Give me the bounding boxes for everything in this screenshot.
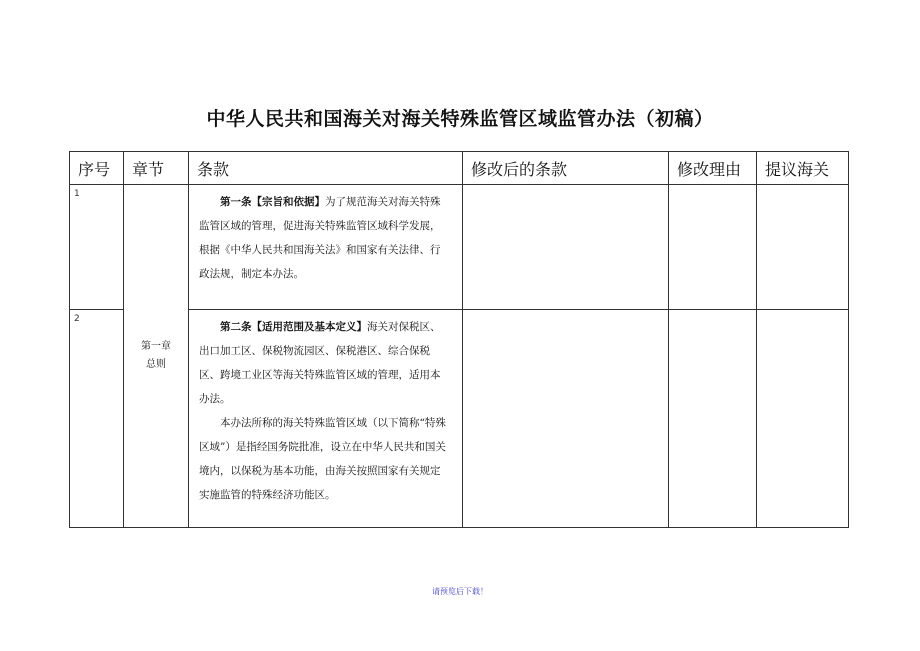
header-clause: 条款 (189, 152, 463, 185)
article-text: 为了规范海关对海关特殊监管区域的管理，促进海关特殊监管区域科学发展，根据《中华人民共和国海关法》和国家有关法律、行政法规，制定本办法。 (199, 196, 441, 280)
row-number: 2 (70, 310, 124, 528)
footer-note: 请预览后下载！ (432, 587, 488, 596)
reason-cell[interactable] (669, 185, 757, 310)
revised-clause-cell[interactable] (463, 185, 669, 310)
table-row (70, 185, 849, 310)
document-title: 中华人民共和国海关对海关特殊监管区域监管办法（初稿） (206, 108, 714, 130)
clause-cell (189, 310, 463, 528)
clause-cell (189, 185, 463, 310)
header-reason: 修改理由 (669, 152, 757, 185)
header-chapter: 章节 (124, 152, 189, 185)
revised-clause-cell[interactable] (463, 310, 669, 528)
customs-cell[interactable] (757, 310, 849, 528)
table-header-row (70, 152, 849, 185)
clause-paragraph (199, 315, 448, 411)
chapter-name: 总则 (146, 359, 166, 370)
reason-cell[interactable] (669, 310, 757, 528)
customs-cell[interactable] (757, 185, 849, 310)
regulation-table (69, 151, 849, 528)
row-number: 1 (70, 185, 124, 310)
header-revised-clause: 修改后的条款 (463, 152, 669, 185)
article-text: 海关对保税区、出口加工区、保税物流园区、保税港区、综合保税区、跨境工业区等海关特殊监管区域的管理，适用本办法。 (199, 321, 441, 405)
header-number: 序号 (70, 152, 124, 185)
clause-paragraph (199, 190, 448, 286)
chapter-cell (124, 185, 189, 528)
clause-paragraph: 本办法所称的海关特殊监管区域（以下简称“特殊区域”）是指经国务院批准，设立在中华人民共和国关境内，以保税为基本功能，由海关按照国家有关规定实施监管的特殊经济功能区。 (199, 417, 446, 501)
article-title: 第一条【宗旨和依据】 (220, 196, 325, 208)
header-customs: 提议海关 (757, 152, 849, 185)
article-title: 第二条【适用范围及基本定义】 (220, 321, 367, 333)
chapter-number: 第一章 (141, 341, 171, 352)
